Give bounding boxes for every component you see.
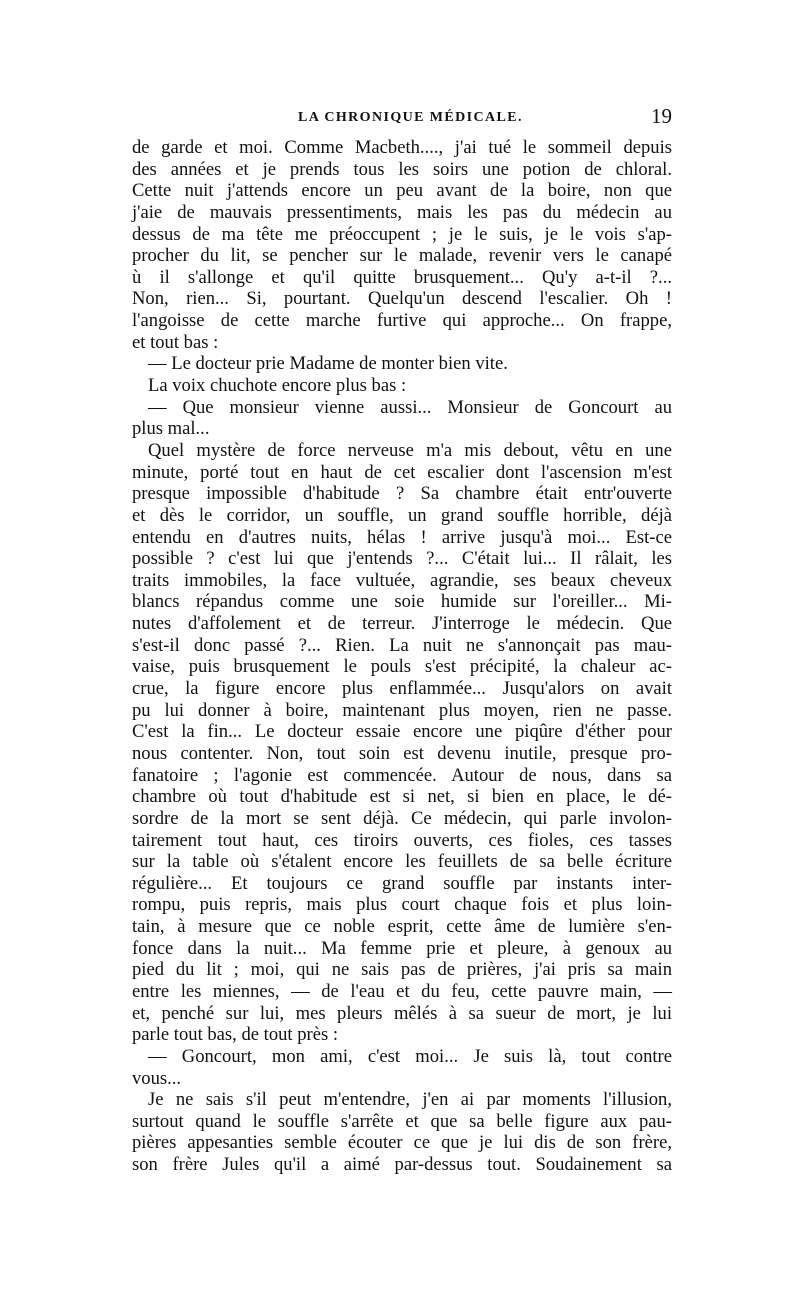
text-line: surtout quand le souffle s'arrête et que sa belle figure aux pau- — [132, 1110, 672, 1132]
text-line: des années et je prends tous les soirs une potion de chloral. — [132, 158, 672, 180]
text-line: C'est la fin... Le docteur essaie encore une piqûre d'éther pour — [132, 721, 672, 743]
text-line: rompu, puis repris, mais plus court chaque fois et plus loin- — [132, 894, 672, 916]
text-line: — Le docteur prie Madame de monter bien vite. — [148, 353, 508, 375]
text-line: sur la table où s'étalent encore les feuillets de sa belle écriture — [132, 851, 672, 873]
running-title: LA CHRONIQUE MÉDICALE. — [298, 110, 523, 125]
text-line: son frère Jules qu'il a aimé par-dessus tout. Soudainement sa — [132, 1154, 672, 1176]
text-line: pied du lit ; moi, qui ne sais pas de prières, j'ai pris sa main — [132, 959, 672, 981]
text-line: — Que monsieur vienne aussi... Monsieur de Goncourt au — [148, 396, 672, 418]
text-line: plus mal... — [132, 418, 210, 440]
page-number: 19 — [651, 104, 672, 128]
text-line: ù il s'allonge et qu'il quitte brusquement... Qu'y a-t-il ?... — [132, 266, 672, 288]
text-line: La voix chuchote encore plus bas : — [148, 375, 407, 397]
body-text — [132, 137, 672, 1176]
text-line: et, penché sur lui, mes pleurs mêlés à sa sueur de mort, je lui — [132, 1002, 672, 1024]
text-line: nous contenter. Non, tout soin est devenu inutile, presque pro- — [132, 742, 672, 764]
text-line: pières appesanties semble écouter ce que je lui dis de son frère, — [132, 1132, 672, 1154]
text-line: crue, la figure encore plus enflammée... Jusqu'alors on avait — [132, 678, 672, 700]
text-line: et tout bas : — [132, 331, 219, 353]
text-line: parle tout bas, de tout près : — [132, 1024, 339, 1046]
text-line: l'angoisse de cette marche furtive qui approche... On frappe, — [132, 310, 672, 332]
text-line: fanatoire ; l'agonie est commencée. Autour de nous, dans sa — [132, 764, 672, 786]
text-line: fonce dans la nuit... Ma femme prie et pleure, à genoux au — [132, 937, 672, 959]
text-line: traits immobiles, la face vultuée, agrandie, ses beaux cheveux — [132, 569, 672, 591]
text-line: s'est-il donc passé ?... Rien. La nuit ne s'annonçait pas mau- — [132, 634, 672, 656]
text-line: procher du lit, se pencher sur le malade, revenir vers le canapé — [132, 245, 672, 267]
text-line: tairement tout haut, ces tiroirs ouverts, ces fioles, ces tasses — [132, 829, 672, 851]
text-line: Non, rien... Si, pourtant. Quelqu'un descend l'escalier. Oh ! — [132, 288, 672, 310]
running-head — [130, 104, 672, 134]
text-line: blancs répandus comme une soie humide sur l'oreiller... Mi- — [132, 591, 672, 613]
text-line: dessus de ma tête me préoccupent ; je le suis, je le vois s'ap- — [132, 223, 672, 245]
text-line: Cette nuit j'attends encore un peu avant de la boire, non que — [132, 180, 672, 202]
text-line: tain, à mesure que ce noble esprit, cette âme de lumière s'en- — [132, 916, 672, 938]
text-line: Quel mystère de force nerveuse m'a mis debout, vêtu en une — [148, 439, 672, 461]
text-line: chambre où tout d'habitude est si net, si bien en place, le dé- — [132, 786, 672, 808]
text-line: entendu en d'autres nuits, hélas ! arrive jusqu'à moi... Est-ce — [132, 526, 672, 548]
text-line: de garde et moi. Comme Macbeth...., j'ai tué le sommeil depuis — [132, 137, 672, 158]
text-line: vaise, puis brusquement le pouls s'est précipité, la chaleur ac- — [132, 656, 672, 678]
text-line: vous... — [132, 1067, 182, 1089]
text-line: presque impossible d'habitude ? Sa chambre était entr'ouverte — [132, 483, 672, 505]
text-line: — Goncourt, mon ami, c'est moi... Je suis là, tout contre — [148, 1045, 672, 1067]
text-line: entre les miennes, — de l'eau et du feu, cette pauvre main, — — [132, 980, 672, 1002]
text-line: minute, porté tout en haut de cet escalier dont l'ascension m'est — [132, 461, 672, 483]
text-line: pu lui donner à boire, maintenant plus moyen, rien ne passe. — [132, 699, 672, 721]
text-line: et dès le corridor, un souffle, un grand souffle horrible, déjà — [132, 504, 672, 526]
text-line: possible ? c'est lui que j'entends ?... C'était lui... Il râlait, les — [132, 548, 672, 570]
text-line: nutes d'affolement et de terreur. J'interroge le médecin. Que — [132, 613, 672, 635]
text-line: Je ne sais s'il peut m'entendre, j'en ai par moments l'illusion, — [148, 1089, 672, 1111]
text-line: sordre de la mort se sent déjà. Ce médecin, qui parle involon- — [132, 807, 672, 829]
text-line: régulière... Et toujours ce grand souffle par instants inter- — [132, 872, 672, 894]
text-line: j'aie de mauvais pressentiments, mais les pas du médecin au — [132, 201, 672, 223]
